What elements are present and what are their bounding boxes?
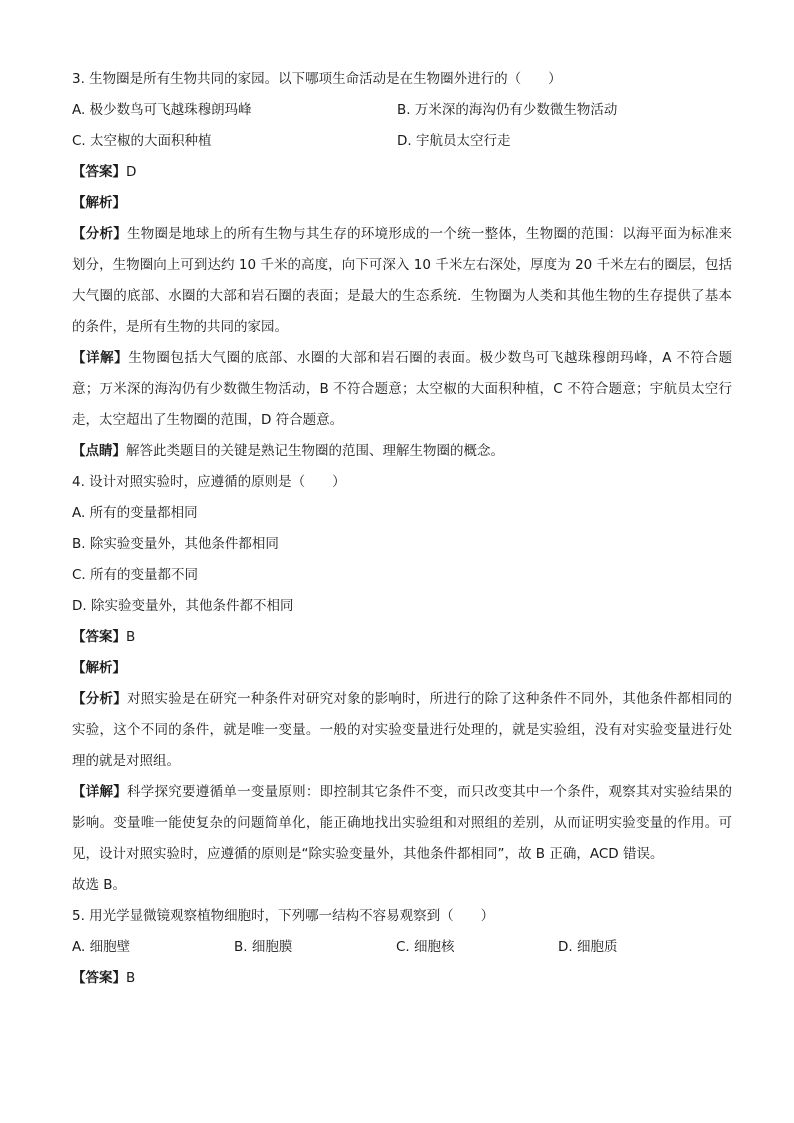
q4-fenxi bbox=[72, 684, 732, 777]
q4-option-b: B. 除实验变量外，其他条件都相同 bbox=[72, 536, 279, 552]
q4-option-c: C. 所有的变量都不同 bbox=[72, 567, 199, 583]
q3-stem: 3. 生物圈是所有生物共同的家园。以下哪项生命活动是在生物圈外进行的（ ） bbox=[72, 71, 562, 87]
q3-fenxi-tag: 【分析】 bbox=[72, 226, 128, 242]
q3-xiangjie bbox=[72, 343, 732, 436]
q4-xiangjie-text: 科学探究要遵循单一变量原则：即控制其它条件不变，而只改变其中一个条件，观察其对实验结果的影响。变量唯一能使复杂的问题简单化，能正确地找出实验组和对照组的差别，从而证明实验变量的作用。可见，设计对照实验时，应遵循的原则是“除实验变量外，其他条件都相同”，故 B 正确，ACD 错误。 bbox=[72, 784, 733, 862]
q3-xiangjie-tag: 【详解】 bbox=[72, 350, 129, 366]
q3-option-b: B. 万米深的海沟仍有少数微生物活动 bbox=[397, 102, 618, 118]
q5-stem: 5. 用光学显微镜观察植物细胞时，下列哪一结构不容易观察到（ ） bbox=[72, 908, 495, 924]
q4-xiangjie-tag: 【详解】 bbox=[72, 784, 128, 800]
q3-answer bbox=[72, 157, 732, 188]
q5-option-d: D. 细胞质 bbox=[558, 939, 618, 955]
q4-answer-value: B bbox=[126, 629, 136, 645]
q3-answer-value: D bbox=[126, 164, 137, 180]
q5-answer-value: B bbox=[126, 970, 136, 986]
q5-option-b: B. 细胞膜 bbox=[234, 939, 293, 955]
q3-option-c: C. 太空椒的大面积种植 bbox=[72, 133, 212, 149]
q3-options-row-2 bbox=[72, 126, 732, 157]
q3-xiangjie-text: 生物圈包括大气圈的底部、水圈的大部和岩石圈的表面。极少数鸟可飞越珠穆朗玛峰，A 不符合题意；万米深的海沟仍有少数微生物活动，B 不符合题意；太空椒的大面积种植，C 不符合题意；宇航员太空行走，太空超出了生物圈的范围，D 符合题意。 bbox=[72, 350, 732, 428]
q3-options-row-1 bbox=[72, 95, 732, 126]
q3-answer-tag: 【答案】 bbox=[72, 164, 126, 180]
q4-option-a: A. 所有的变量都相同 bbox=[72, 505, 198, 521]
q4-conclusion: 故选 B。 bbox=[72, 877, 127, 893]
q3-option-a: A. 极少数鸟可飞越珠穆朗玛峰 bbox=[72, 102, 252, 118]
q4-analysis-tag: 【解析】 bbox=[72, 660, 126, 676]
q5-answer-tag: 【答案】 bbox=[72, 970, 126, 986]
document-content bbox=[72, 64, 732, 994]
q5-answer bbox=[72, 963, 732, 994]
q4-option-d: D. 除实验变量外，其他条件都不相同 bbox=[72, 598, 294, 614]
q3-analysis-tag: 【解析】 bbox=[72, 195, 126, 211]
q5-option-a: A. 细胞壁 bbox=[72, 939, 131, 955]
q3-dianjing-tag: 【点睛】 bbox=[72, 443, 126, 459]
q4-answer bbox=[72, 622, 732, 653]
q5-option-c: C. 细胞核 bbox=[396, 939, 455, 955]
q4-xiangjie bbox=[72, 777, 732, 870]
q3-fenxi-text: 生物圈是地球上的所有生物与其生存的环境形成的一个统一整体，生物圈的范围：以海平面为标准来划分，生物圈向上可到达约 10 千米的高度，向下可深入 10 千米左右深处，厚度为 20 千米左右的圈层，包括大气圈的底部、水圈的大部和岩石圈的表面；是最大的生态系统．生物圈为人类和其他生物的生存提供了基本的条件，是所有生物的共同的家园。 bbox=[72, 226, 733, 335]
q3-fenxi bbox=[72, 219, 732, 343]
q5-options-row bbox=[72, 932, 732, 963]
q3-dianjing bbox=[72, 436, 732, 467]
q4-fenxi-text: 对照实验是在研究一种条件对研究对象的影响时，所进行的除了这种条件不同外，其他条件都相同的实验，这个不同的条件，就是唯一变量。一般的对实验变量进行处理的，就是实验组，没有对实验变量进行处理的就是对照组。 bbox=[72, 691, 733, 769]
q4-stem: 4. 设计对照实验时，应遵循的原则是（ ） bbox=[72, 474, 346, 490]
q4-fenxi-tag: 【分析】 bbox=[72, 691, 128, 707]
q3-option-d: D. 宇航员太空行走 bbox=[397, 133, 511, 149]
q3-dianjing-text: 解答此类题目的关键是熟记生物圈的范围、理解生物圈的概念。 bbox=[126, 443, 504, 459]
q4-answer-tag: 【答案】 bbox=[72, 629, 126, 645]
